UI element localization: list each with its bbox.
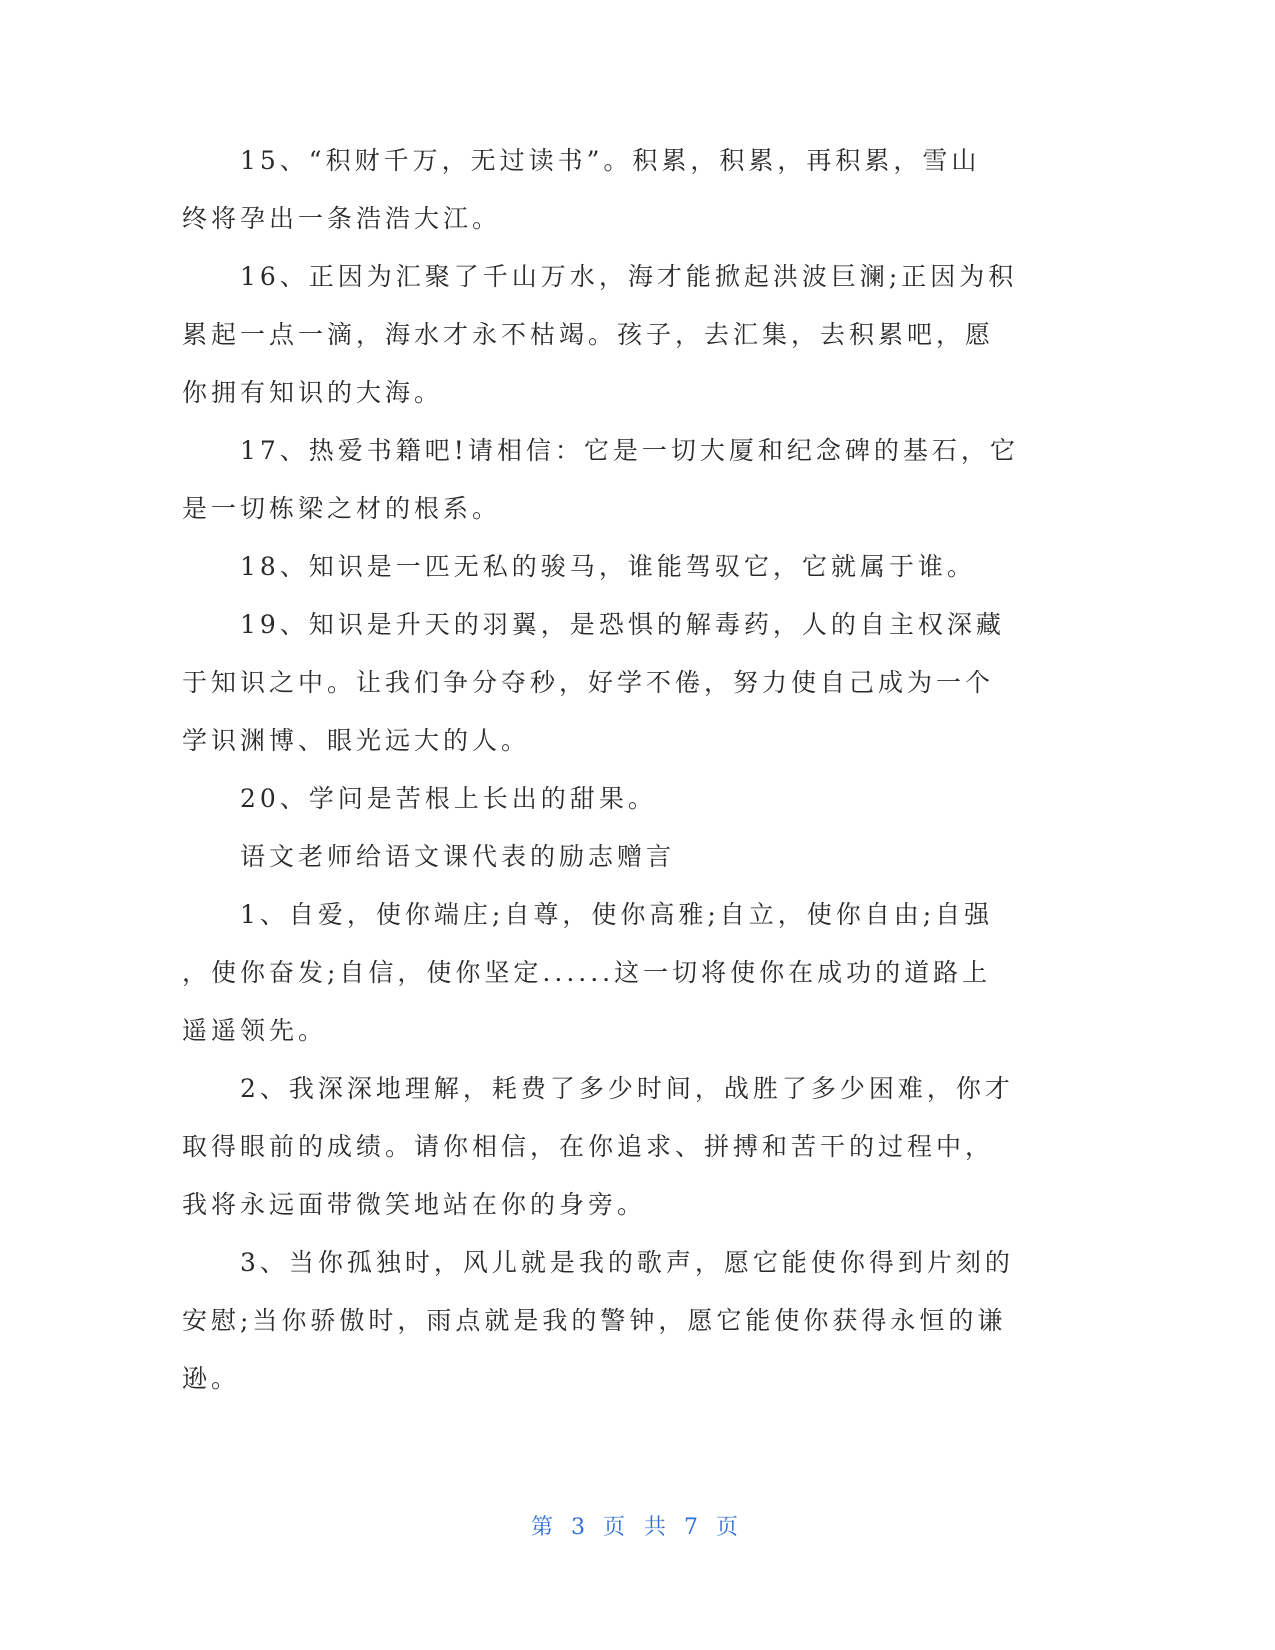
paragraph-line: 我将永远面带微笑地站在你的身旁。 bbox=[182, 1190, 647, 1219]
paragraph-line: 取得眼前的成绩。请你相信，在你追求、拼搏和苦干的过程中， bbox=[182, 1132, 995, 1161]
paragraph-line: 遥遥领先。 bbox=[182, 1016, 328, 1045]
paragraph-line: 1、自爱，使你端庄;自尊，使你高雅;自立，使你自由;自强 bbox=[240, 900, 994, 929]
paragraph-18 bbox=[182, 538, 1032, 596]
paragraph-line: 学识渊博、眼光远大的人。 bbox=[182, 726, 531, 755]
paragraph-17 bbox=[182, 422, 1032, 538]
document-body bbox=[182, 132, 1032, 1408]
paragraph-20 bbox=[182, 770, 1032, 828]
paragraph-1 bbox=[182, 886, 1032, 1060]
paragraph-line: 2、我深深地理解，耗费了多少时间，战胜了多少困难，你才 bbox=[240, 1074, 1014, 1103]
paragraph-line: 累起一点一滴，海水才永不枯竭。孩子，去汇集，去积累吧，愿 bbox=[182, 320, 995, 349]
paragraph-line: 于知识之中。让我们争分夺秒，好学不倦，努力使自己成为一个 bbox=[182, 668, 995, 697]
section-heading-text: 语文老师给语文课代表的励志赠言 bbox=[240, 842, 676, 871]
paragraph-line: 18、知识是一匹无私的骏马，谁能驾驭它，它就属于谁。 bbox=[240, 552, 976, 581]
paragraph-line: 你拥有知识的大海。 bbox=[182, 378, 444, 407]
paragraph-line: 3、当你孤独时，风儿就是我的歌声，愿它能使你得到片刻的 bbox=[240, 1248, 1014, 1277]
paragraph-line: 20、学问是苦根上长出的甜果。 bbox=[240, 784, 657, 813]
footer-suffix: 页 bbox=[716, 1515, 745, 1540]
paragraph-line: 终将孕出一条浩浩大江。 bbox=[182, 204, 502, 233]
paragraph-15 bbox=[182, 132, 1032, 248]
paragraph-line: 19、知识是升天的羽翼，是恐惧的解毒药，人的自主权深藏 bbox=[240, 610, 1005, 639]
paragraph-line: 16、正因为汇聚了千山万水，海才能掀起洪波巨澜;正因为积 bbox=[240, 262, 1018, 291]
paragraph-line: ，使你奋发;自信，使你坚定......这一切将使你在成功的道路上 bbox=[182, 958, 992, 987]
paragraph-line: 逊。 bbox=[182, 1364, 241, 1393]
paragraph-line: 是一切栋梁之材的根系。 bbox=[182, 494, 502, 523]
page-footer bbox=[0, 1510, 1275, 1541]
section-heading bbox=[182, 828, 1032, 886]
paragraph-16 bbox=[182, 248, 1032, 422]
footer-prefix: 第 bbox=[530, 1515, 559, 1540]
paragraph-19 bbox=[182, 596, 1032, 770]
paragraph-line: 17、热爱书籍吧!请相信：它是一切大厦和纪念碑的基石，它 bbox=[240, 436, 1019, 465]
paragraph-3 bbox=[182, 1234, 1032, 1408]
footer-middle: 页 共 bbox=[603, 1515, 672, 1540]
paragraph-line: 安慰;当你骄傲时，雨点就是我的警钟，愿它能使你获得永恒的谦 bbox=[182, 1306, 1007, 1335]
current-page-number: 3 bbox=[571, 1515, 591, 1540]
paragraph-line: 15、“积财千万，无过读书”。积累，积累，再积累，雪山 bbox=[240, 146, 981, 175]
paragraph-2 bbox=[182, 1060, 1032, 1234]
total-pages-number: 7 bbox=[684, 1515, 704, 1540]
